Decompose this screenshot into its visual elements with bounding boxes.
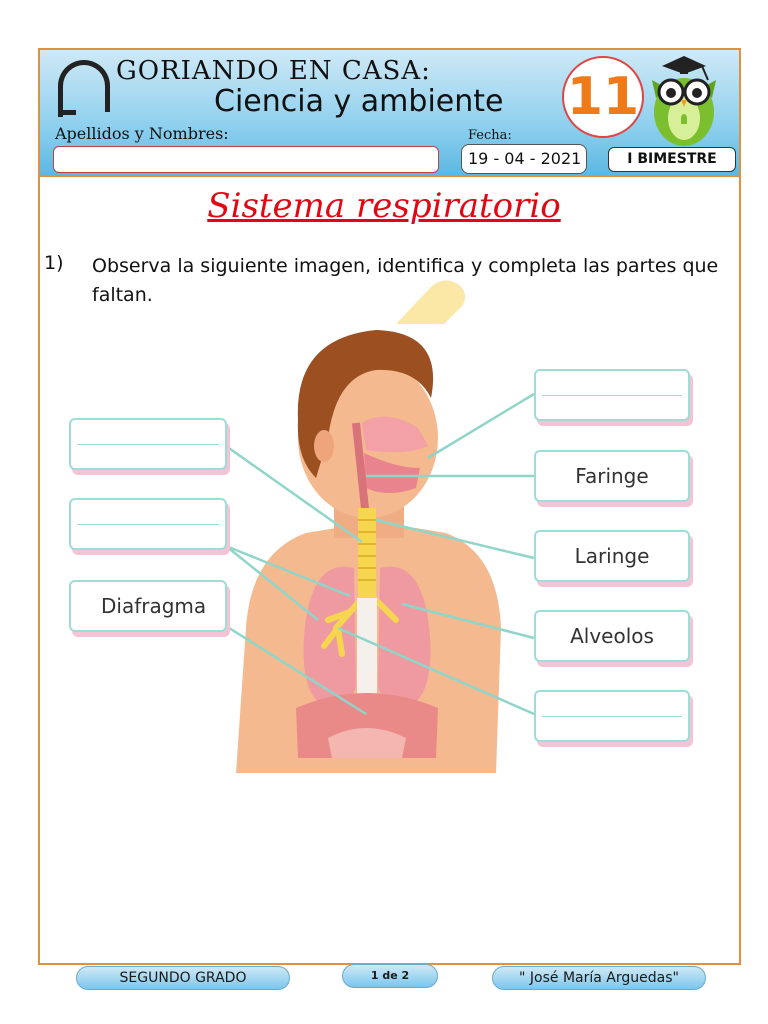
header-subject: Ciencia y ambiente <box>214 84 504 119</box>
label-box-left-2[interactable] <box>69 498 227 550</box>
label-box-laringe[interactable] <box>534 530 690 582</box>
label-box-right-1[interactable] <box>534 369 690 421</box>
term-badge: I BIMESTRE <box>608 147 736 172</box>
label-box-right-5[interactable] <box>534 690 690 742</box>
date-label: Fecha: <box>468 128 512 143</box>
footer-page-number: 1 de 2 <box>342 964 438 988</box>
label-box-text: Diafragma <box>101 594 207 618</box>
label-box-text: Faringe <box>575 464 649 488</box>
footer-grade: SEGUNDO GRADO <box>76 966 290 990</box>
label-box-diafragma[interactable] <box>69 580 227 632</box>
label-box-text: Alveolos <box>570 624 654 648</box>
question-text: Observa la siguiente imagen, identifica y completa las partes que faltan. <box>92 255 719 306</box>
name-field[interactable] <box>53 146 439 173</box>
names-label: Apellidos y Nombres: <box>55 124 229 143</box>
label-box-left-1[interactable] <box>69 418 227 470</box>
label-box-text: Laringe <box>574 544 650 568</box>
header-title-line1: GORIANDO EN CASA: <box>116 56 431 86</box>
worksheet-title: Sistema respiratorio <box>207 186 561 226</box>
label-box-alveolos[interactable] <box>534 610 690 662</box>
label-box-faringe[interactable] <box>534 450 690 502</box>
date-field[interactable]: 19 - 04 - 2021 <box>461 144 587 174</box>
question-number: 1) <box>44 252 64 274</box>
speech-balloon-icon <box>392 278 470 326</box>
session-number-badge: 11 <box>562 56 644 138</box>
owl-mascot-icon <box>644 52 724 148</box>
footer-school: " José María Arguedas" <box>492 966 706 990</box>
